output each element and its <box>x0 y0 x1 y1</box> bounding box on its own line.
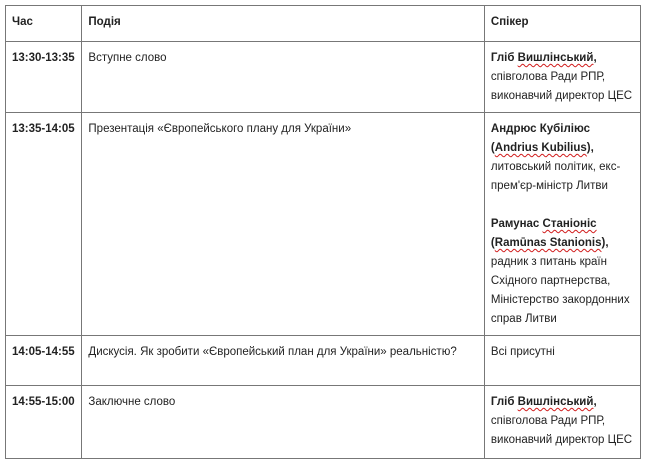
speaker-entry <box>491 120 634 196</box>
speaker-role: радник з питань країн <box>490 256 607 268</box>
speaker-cell <box>484 113 640 336</box>
speaker-cell <box>484 386 640 459</box>
header-time: Час <box>6 6 82 42</box>
header-event: Подія <box>82 6 485 42</box>
speaker-role: Міністерство закордонних <box>490 294 630 306</box>
speaker-name: Гліб Вишлінський, <box>490 396 597 408</box>
table-row <box>6 336 641 386</box>
table-header-row <box>6 6 641 42</box>
speaker-role: литовський політик, екс- <box>490 161 621 173</box>
speaker-cell <box>484 42 640 113</box>
speaker-role: прем'єр-міністр Литви <box>490 180 608 192</box>
time-cell: 14:05-14:55 <box>6 336 82 386</box>
event-cell: Вступне слово <box>82 42 485 113</box>
event-cell: Заключне слово <box>82 386 485 459</box>
header-speaker: Спікер <box>484 6 640 42</box>
speaker-entry <box>491 215 634 329</box>
table-row <box>6 113 641 336</box>
table-row <box>6 42 641 113</box>
speaker-role: Східного партнерства, <box>490 275 611 287</box>
speaker-name: Андрюс Кубіліюс (Andrius Kubilius), <box>490 123 594 154</box>
table-row <box>6 386 641 459</box>
speaker-role: виконавчий директор ЦЕС <box>490 434 633 446</box>
speaker-role: справ Литви <box>490 313 557 325</box>
event-cell: Дискусія. Як зробити «Європейський план для України» реальністю? <box>82 336 485 386</box>
speaker-name: Гліб Вишлінський, <box>490 52 597 64</box>
time-cell: 13:30-13:35 <box>6 42 82 113</box>
time-cell: 14:55-15:00 <box>6 386 82 459</box>
speaker-role: співголова Ради РПР, <box>490 415 606 427</box>
speaker-role: співголова Ради РПР, <box>490 71 606 83</box>
speaker-cell: Всі присутні <box>484 336 640 386</box>
agenda-table <box>5 5 641 459</box>
time-cell: 13:35-14:05 <box>6 113 82 336</box>
speaker-name: Рамунас Станіоніс (Ramūnas Stanionis), <box>490 218 609 249</box>
speaker-entry <box>491 393 634 450</box>
speaker-role: виконавчий директор ЦЕС <box>490 90 633 102</box>
speaker-entry <box>491 49 634 106</box>
event-cell: Презентація «Європейського плану для України» <box>82 113 485 336</box>
